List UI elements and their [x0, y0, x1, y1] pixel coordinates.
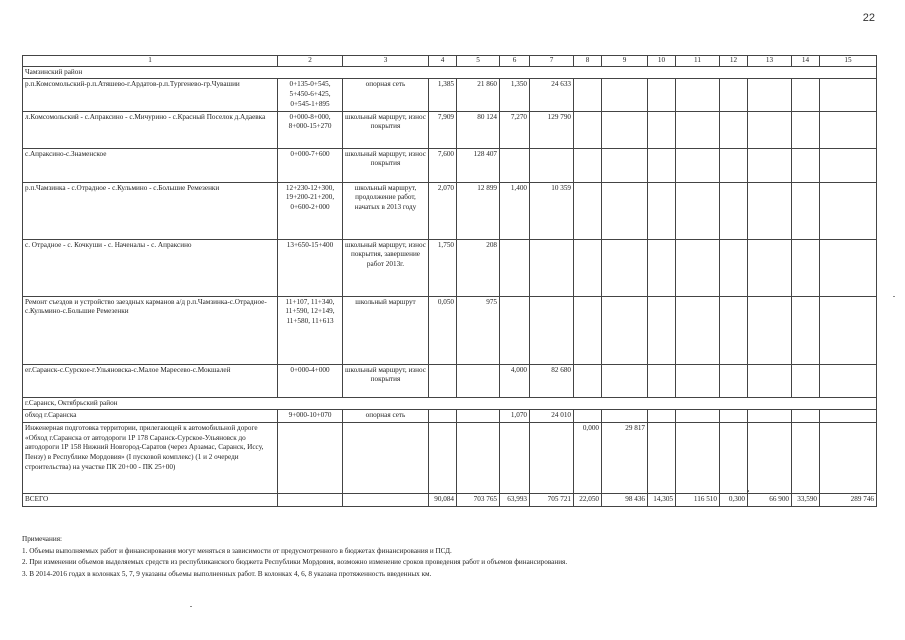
value-cell: 7,600 [429, 148, 457, 182]
value-cell: 1,750 [429, 239, 457, 296]
value-cell [820, 364, 877, 397]
value-cell [648, 79, 676, 111]
value-cell: 7,270 [500, 111, 530, 148]
header-cell: 8 [574, 56, 602, 67]
value-cell [648, 239, 676, 296]
value-cell: 29 817 [602, 423, 648, 494]
value-cell: 0,000 [574, 423, 602, 494]
value-cell: 128 407 [457, 148, 500, 182]
value-cell [792, 423, 820, 494]
table-row [23, 148, 877, 182]
roads-table [22, 55, 877, 507]
value-cell: 2,070 [429, 182, 457, 239]
total-empty [343, 494, 429, 507]
value-cell: 24 010 [530, 410, 574, 423]
road-kind: опорная сеть [343, 79, 429, 111]
value-cell [820, 148, 877, 182]
value-cell [574, 296, 602, 364]
value-cell [676, 296, 720, 364]
value-cell [457, 364, 500, 397]
value-cell [748, 364, 792, 397]
header-cell: 15 [820, 56, 877, 67]
header-row [23, 56, 877, 67]
value-cell [429, 423, 457, 494]
value-cell: 1,385 [429, 79, 457, 111]
value-cell [820, 410, 877, 423]
value-cell [820, 79, 877, 111]
value-cell: 1,350 [500, 79, 530, 111]
road-name: Ремонт съездов и устройство заездных карманов а/д р.п.Чамзинка-с.Отрадное-с.Кульмино-с.Большие Ремезенки [23, 296, 278, 364]
header-cell: 14 [792, 56, 820, 67]
page-number: 22 [862, 12, 875, 24]
road-name: обход г.Саранска [23, 410, 278, 423]
road-kind: школьный маршрут, износ покрытия [343, 111, 429, 148]
value-cell: 7,909 [429, 111, 457, 148]
road-km: 9+000-10+070 [278, 410, 343, 423]
road-name: ег.Саранск-с.Сурское-г.Ульяновска-с.Малое Маресево-с.Мокшалей [23, 364, 278, 397]
value-cell [574, 111, 602, 148]
value-cell: 21 860 [457, 79, 500, 111]
value-cell [530, 296, 574, 364]
total-value: 703 765 [457, 494, 500, 507]
value-cell [648, 410, 676, 423]
notes-block [22, 534, 872, 580]
value-cell [748, 423, 792, 494]
value-cell [792, 79, 820, 111]
value-cell [457, 423, 500, 494]
value-cell [648, 296, 676, 364]
header-cell: 11 [676, 56, 720, 67]
value-cell [792, 410, 820, 423]
section-title: г.Саранск, Октябрьский район [23, 397, 877, 410]
total-value: 289 746 [820, 494, 877, 507]
value-cell [792, 148, 820, 182]
value-cell [602, 111, 648, 148]
total-value: 14,305 [648, 494, 676, 507]
road-kind: школьный маршрут, продолжение работ, начатых в 2013 году [343, 182, 429, 239]
value-cell [602, 364, 648, 397]
road-name: р.п.Чамзинка - с.Отрадное - с.Кульмино - с.Большие Ремезенки [23, 182, 278, 239]
value-cell [676, 410, 720, 423]
total-value: 0,300 [720, 494, 748, 507]
road-km: 12+230-12+300, 19+200-21+200, 0+600-2+000 [278, 182, 343, 239]
note-1: 1. Объемы выполняемых работ и финансирования могут меняться в зависимости от предусмотренного в бюджетах финансирования и ПСД. [22, 546, 452, 555]
value-cell [676, 79, 720, 111]
value-cell [792, 182, 820, 239]
value-cell [820, 423, 877, 494]
header-cell: 10 [648, 56, 676, 67]
value-cell [574, 79, 602, 111]
value-cell [429, 364, 457, 397]
value-cell [457, 410, 500, 423]
table-row [23, 111, 877, 148]
header-cell: 4 [429, 56, 457, 67]
value-cell [676, 239, 720, 296]
value-cell [648, 111, 676, 148]
header-cell: 1 [23, 56, 278, 67]
value-cell: 208 [457, 239, 500, 296]
road-name: с. Отрадное - с. Кочкуши - с. Наченалы - с. Апраксино [23, 239, 278, 296]
table-row [23, 182, 877, 239]
value-cell [429, 410, 457, 423]
value-cell [720, 239, 748, 296]
value-cell [748, 410, 792, 423]
road-km: 0+135-0+545, 5+450-6+425, 0+545-1+895 [278, 79, 343, 111]
value-cell [748, 79, 792, 111]
value-cell [530, 239, 574, 296]
total-value: 66 900 [748, 494, 792, 507]
road-name: с.Апраксино-с.Знаменское [23, 148, 278, 182]
value-cell [792, 364, 820, 397]
value-cell [720, 410, 748, 423]
road-km: 0+000-4+000 [278, 364, 343, 397]
section-title: Чамзинский район [23, 66, 877, 79]
value-cell [676, 182, 720, 239]
road-kind: школьный маршрут, износ покрытия [343, 364, 429, 397]
road-km [278, 423, 343, 494]
value-cell [748, 296, 792, 364]
value-cell [820, 182, 877, 239]
road-name: р.п.Комсомольский-р.п.Атяшево-г.Ардатов-р.п.Тургенево-гр.Чувашии [23, 79, 278, 111]
value-cell [720, 182, 748, 239]
header-cell: 3 [343, 56, 429, 67]
note-2: 2. При изменении объемов выделяемых средств из республиканского бюджета Республики Мордовия, возможно изменение сроков проведения работ и объемов финансирования. [22, 558, 568, 566]
value-cell: 82 680 [530, 364, 574, 397]
value-cell [602, 182, 648, 239]
value-cell [820, 239, 877, 296]
value-cell: 975 [457, 296, 500, 364]
value-cell [574, 364, 602, 397]
value-cell: 80 124 [457, 111, 500, 148]
value-cell [648, 423, 676, 494]
value-cell [602, 79, 648, 111]
table-row [23, 410, 877, 423]
value-cell [648, 182, 676, 239]
total-value: 33,590 [792, 494, 820, 507]
road-km: 0+000-7+600 [278, 148, 343, 182]
road-km: 13+650-15+400 [278, 239, 343, 296]
road-kind: школьный маршрут, износ покрытия [343, 148, 429, 182]
value-cell: 129 790 [530, 111, 574, 148]
value-cell [530, 148, 574, 182]
scan-speck [190, 606, 192, 607]
value-cell [720, 423, 748, 494]
header-cell: 2 [278, 56, 343, 67]
value-cell [820, 296, 877, 364]
value-cell [602, 148, 648, 182]
total-value: 98 436 [602, 494, 648, 507]
value-cell [748, 111, 792, 148]
value-cell [530, 423, 574, 494]
value-cell [602, 410, 648, 423]
value-cell [748, 182, 792, 239]
road-km: 11+107, 11+340, 11+590, 12+149, 11+580, 11+613 [278, 296, 343, 364]
value-cell [748, 239, 792, 296]
value-cell [676, 111, 720, 148]
header-cell: 5 [457, 56, 500, 67]
road-kind: школьный маршрут, износ покрытия, завершение работ 2013г. [343, 239, 429, 296]
table-row [23, 364, 877, 397]
value-cell [748, 148, 792, 182]
note-3: 3. В 2014-2016 годах в колонках 5, 7, 9 указаны объемы выполненных работ. В колонках 4, 6, 8 указана протяженность введенных км. [22, 569, 432, 578]
value-cell [676, 364, 720, 397]
value-cell [792, 239, 820, 296]
value-cell: 0,050 [429, 296, 457, 364]
value-cell [648, 148, 676, 182]
value-cell: 1,070 [500, 410, 530, 423]
value-cell [500, 296, 530, 364]
scan-speck [748, 490, 749, 492]
value-cell [602, 296, 648, 364]
total-value: 63,993 [500, 494, 530, 507]
table-row [23, 79, 877, 111]
total-row [23, 494, 877, 507]
total-value: 116 510 [676, 494, 720, 507]
value-cell [676, 423, 720, 494]
section-row [23, 66, 877, 79]
value-cell [602, 239, 648, 296]
value-cell [720, 79, 748, 111]
value-cell [720, 364, 748, 397]
value-cell: 12 899 [457, 182, 500, 239]
header-cell: 6 [500, 56, 530, 67]
value-cell [574, 410, 602, 423]
scan-speck [893, 296, 895, 297]
value-cell: 1,400 [500, 182, 530, 239]
total-label: ВСЕГО [23, 494, 278, 507]
value-cell [574, 182, 602, 239]
total-empty [278, 494, 343, 507]
value-cell [500, 423, 530, 494]
header-cell: 13 [748, 56, 792, 67]
value-cell [500, 239, 530, 296]
value-cell [500, 148, 530, 182]
road-km: 0+000-8+000, 8+000-15+270 [278, 111, 343, 148]
section-row [23, 397, 877, 410]
value-cell: 24 633 [530, 79, 574, 111]
value-cell [720, 148, 748, 182]
table-row [23, 423, 877, 494]
notes-heading: Примечания: [22, 535, 62, 543]
value-cell [574, 148, 602, 182]
total-value: 90,084 [429, 494, 457, 507]
road-name: Инженерная подготовка территории, прилегающей к автомобильной дороге «Обход г.Саранска от автодороги 1Р 178 Саранск-Сурское-Ульяновск до автодороги 1Р 158 Нижний Новгород-Саратов (через Арзамас, Саранск, Исcу, Пензу) в Республике Мордовия» (I пусковой комплекс) (1 и 2 очереди строительства) на участке ПК 20+00 - ПК 25+00) [23, 423, 278, 494]
table-row [23, 296, 877, 364]
road-kind: школьный маршрут [343, 296, 429, 364]
value-cell [720, 296, 748, 364]
road-name: л.Комсомольский - с.Апраксино - с.Мичурино - с.Красный Поселок д.Адаевка [23, 111, 278, 148]
total-value: 22,050 [574, 494, 602, 507]
value-cell: 10 359 [530, 182, 574, 239]
value-cell: 4,000 [500, 364, 530, 397]
header-cell: 7 [530, 56, 574, 67]
value-cell [792, 111, 820, 148]
table-row [23, 239, 877, 296]
value-cell [648, 364, 676, 397]
total-value: 705 721 [530, 494, 574, 507]
road-kind: опорная сеть [343, 410, 429, 423]
road-kind [343, 423, 429, 494]
header-cell: 12 [720, 56, 748, 67]
value-cell [720, 111, 748, 148]
value-cell [820, 111, 877, 148]
value-cell [792, 296, 820, 364]
value-cell [574, 239, 602, 296]
value-cell [676, 148, 720, 182]
header-cell: 9 [602, 56, 648, 67]
